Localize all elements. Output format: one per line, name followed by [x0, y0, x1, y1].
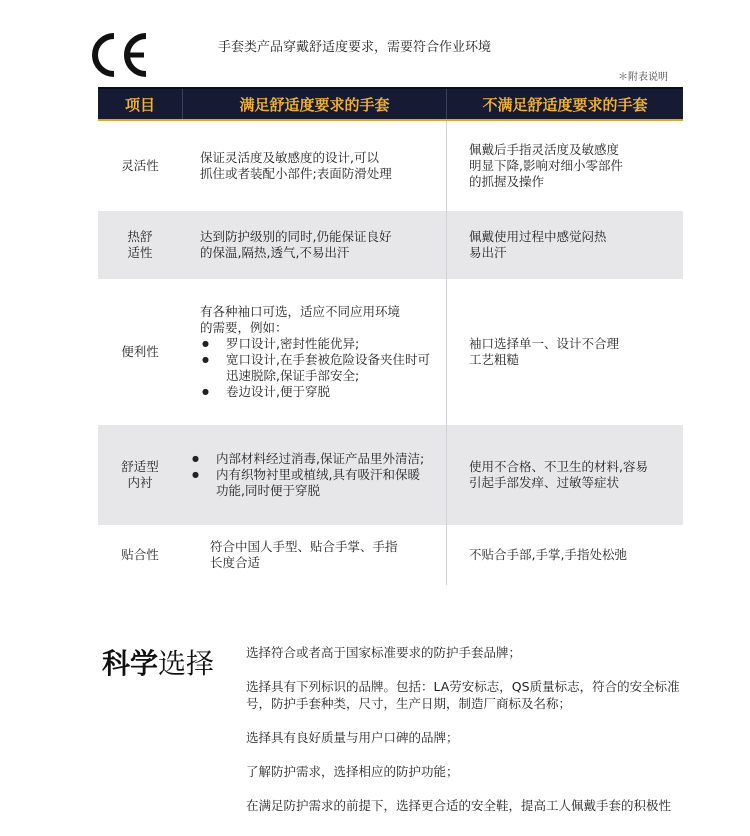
- paragraph: 在满足防护需求的前提下，选择更合适的安全鞋，提高工人佩戴手套的积极性: [246, 798, 672, 813]
- table-row: [98, 211, 683, 279]
- bad-cell: 不贴合手部,手掌,手指处松弛: [446, 525, 683, 585]
- comparison-table: [98, 87, 683, 585]
- good-cell: 有各种袖口可选，适应不同应用环境 的需要，例如： ● 罗口设计,密封性能优异; ● 宽口设计,在手套被危险设备夹住时可迅速脱除,保证手部安全; ● 卷边设计,便于穿脱: [182, 279, 446, 425]
- paragraph: 选择符合或者高于国家标准要求的防护手套品牌；: [246, 645, 522, 660]
- bad-cell: 使用不合格、不卫生的材料,容易 引起手部发痒、过敏等症状: [446, 425, 683, 525]
- intro-text: 手套类产品穿戴舒适度要求，需要符合作业环境: [218, 40, 492, 55]
- science-choice-title: 科学选择: [102, 647, 215, 680]
- good-cell: [182, 425, 446, 525]
- list-item: ● 内部材料经过消毒,保证产品里外清洁;: [190, 451, 428, 467]
- bad-cell: 佩戴后手指灵活度及敏感度 明显下降,影响对细小零部件 的抓握及操作: [446, 121, 683, 211]
- list-item: ● 内有织物衬里或植绒,具有吸汗和保暖功能,同时便于穿脱: [190, 467, 428, 499]
- paragraph: 选择具有下列标识的品牌。包括：LA劳安标志，QS质量标志，符合的安全标准号，防护手套种类，尺寸，生产日期，制造厂商标及名称；: [246, 679, 680, 711]
- paragraph: 了解防护需求，选择相应的防护功能；: [246, 764, 459, 779]
- row-label: 舒适型 内衬: [121, 459, 159, 490]
- good-cell: 符合中国人手型、贴合手掌、手指 长度合适: [210, 539, 398, 570]
- good-bullet-list: [200, 336, 438, 400]
- table-header: [98, 87, 683, 121]
- table-row: [98, 121, 683, 211]
- bad-cell: 袖口选择单一、设计不合理 工艺粗糙: [446, 279, 683, 425]
- list-item: ● 卷边设计,便于穿脱: [200, 384, 438, 400]
- bad-cell: 佩戴使用过程中感觉闷热 易出汗: [446, 211, 683, 279]
- row-label: 热舒 适性: [127, 229, 153, 260]
- list-item: ● 罗口设计,密封性能优异;: [200, 336, 438, 352]
- row-label: 贴合性: [121, 547, 159, 562]
- header-bad: 不满足舒适度要求的手套: [446, 89, 683, 119]
- table-note: ＊附表说明: [618, 72, 668, 83]
- row-label: 灵活性: [121, 158, 159, 173]
- table-row: [98, 525, 683, 585]
- ce-mark-logo: [88, 30, 152, 80]
- list-item: ● 宽口设计,在手套被危险设备夹住时可迅速脱除,保证手部安全;: [200, 352, 438, 384]
- paragraph: 选择具有良好质量与用户口碑的品牌；: [246, 730, 459, 745]
- good-cell: 达到防护级别的同时,仍能保证良好 的保温,隔热,透气,不易出汗: [200, 229, 392, 260]
- table-row: [98, 279, 683, 425]
- table-row: [98, 425, 683, 525]
- header-item: 项目: [124, 95, 155, 114]
- row-label: 便利性: [121, 344, 159, 359]
- good-cell: 保证灵活度及敏感度的设计,可以 抓住或者装配小部件;表面防滑处理: [200, 150, 392, 181]
- good-bullet-list: [190, 451, 428, 499]
- header-good: 满足舒适度要求的手套: [182, 89, 446, 119]
- science-paragraphs: [246, 644, 694, 831]
